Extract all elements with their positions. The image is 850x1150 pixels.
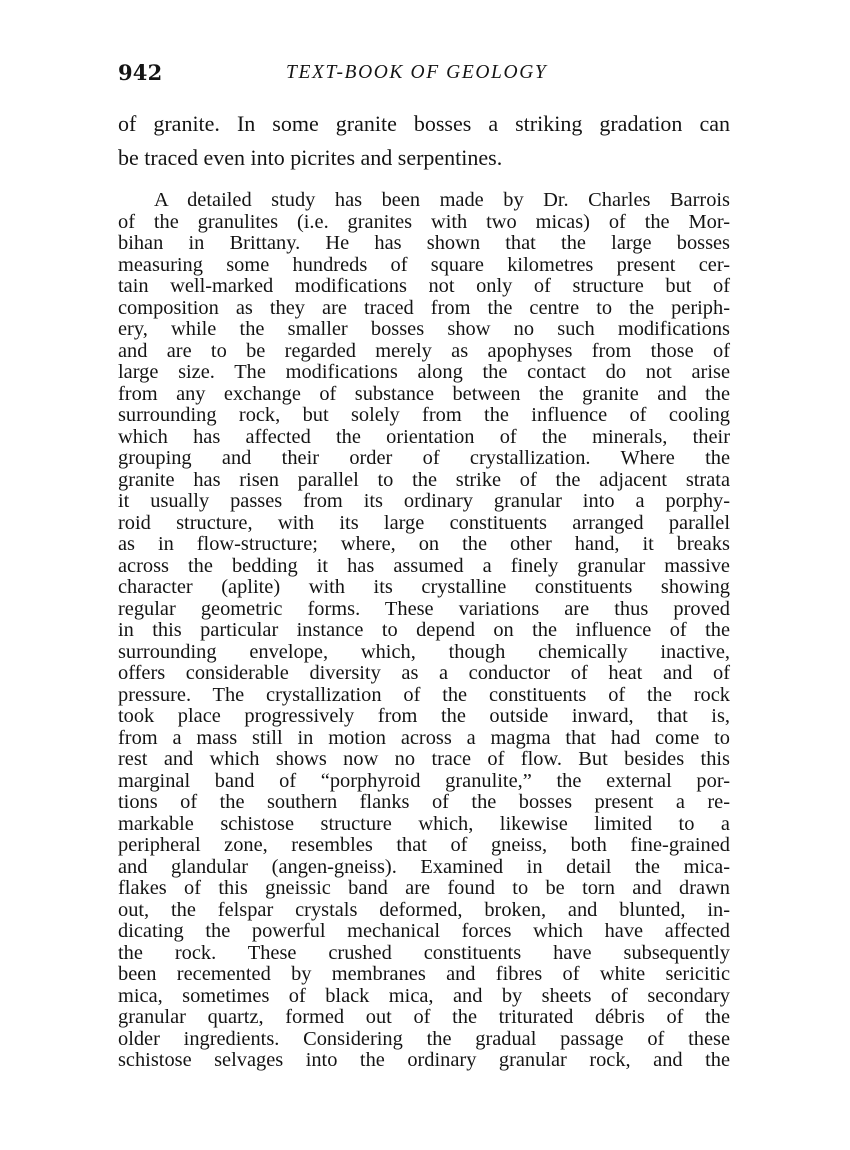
text-line: roid structure, with its large constituents arranged parallel	[118, 511, 730, 534]
text-line: and glandular (angen-gneiss). Examined in detail the mica-	[118, 855, 730, 878]
text-line: composition as they are traced from the centre to the periph-	[118, 296, 730, 319]
text-line: the rock. These crushed constituents have subsequently	[118, 941, 730, 964]
text-line: and are to be regarded merely as apophyses from those of	[118, 339, 730, 362]
text-line: from any exchange of substance between the granite and the	[118, 382, 730, 405]
text-line: character (aplite) with its crystalline constituents showing	[118, 576, 730, 598]
text-line: been recemented by membranes and fibres of white sericitic	[118, 963, 730, 985]
text-line: be traced even into picrites and serpentines.	[118, 145, 503, 170]
text-line: schistose selvages into the ordinary granular rock, and the	[118, 1049, 730, 1071]
text-line: tain well-marked modifications not only of structure but of	[118, 275, 730, 297]
text-line: granular quartz, formed out of the triturated débris of the	[118, 1006, 730, 1028]
text-line: which has affected the orientation of the minerals, their	[118, 425, 730, 448]
text-line: it usually passes from its ordinary granular into a porphy-	[118, 490, 730, 512]
text-line: A detailed study has been made by Dr. Charles Barrois	[154, 189, 730, 211]
text-line: as in flow-structure; where, on the other hand, it breaks	[118, 533, 730, 555]
page-number: 942	[118, 60, 163, 85]
text-line: peripheral zone, resembles that of gneiss, both fine-grained	[118, 834, 730, 856]
text-line: grouping and their order of crystallization. Where the	[118, 447, 730, 469]
text-line: large size. The modifications along the contact do not arise	[118, 361, 730, 383]
text-line: offers considerable diversity as a conductor of heat and of	[118, 662, 730, 684]
text-line: took place progressively from the outside inward, that is,	[118, 705, 730, 727]
text-line: surrounding rock, but solely from the influence of cooling	[118, 404, 730, 426]
text-line: marginal band of “porphyroid granulite,” the external por-	[118, 769, 730, 792]
text-line: of the granulites (i.e. granites with two micas) of the Mor-	[118, 210, 730, 233]
text-line: out, the felspar crystals deformed, broken, and blunted, in-	[118, 898, 730, 921]
text-line: regular geometric forms. These variations are thus proved	[118, 597, 730, 620]
paragraph-continuation	[118, 107, 730, 175]
text-line: granite has risen parallel to the strike of the adjacent strata	[118, 468, 730, 491]
text-line: in this particular instance to depend on the influence of the	[118, 619, 730, 641]
text-line: of granite. In some granite bosses a striking gradation can	[118, 111, 730, 136]
text-line: older ingredients. Considering the gradual passage of these	[118, 1027, 730, 1050]
text-line: dicating the powerful mechanical forces which have affected	[118, 920, 730, 942]
text-line: ery, while the smaller bosses show no such modifications	[118, 318, 730, 340]
text-line: surrounding envelope, which, though chemically inactive,	[118, 640, 730, 663]
running-title: TEXT-BOOK OF GEOLOGY	[286, 62, 548, 83]
text-line: from a mass still in motion across a magma that had come to	[118, 726, 730, 749]
text-line: measuring some hundreds of square kilometres present cer-	[118, 253, 730, 276]
text-line: across the bedding it has assumed a finely granular massive	[118, 554, 730, 577]
text-line: tions of the southern flanks of the bosses present a re-	[118, 791, 730, 813]
running-head	[118, 60, 730, 88]
text-line: pressure. The crystallization of the constituents of the rock	[118, 683, 730, 706]
paragraph-barrois-study	[118, 190, 730, 1072]
text-line: markable schistose structure which, likewise limited to a	[118, 812, 730, 835]
text-line: rest and which shows now no trace of flow. But besides this	[118, 748, 730, 770]
text-line: mica, sometimes of black mica, and by sheets of secondary	[118, 984, 730, 1007]
text-line: bihan in Brittany. He has shown that the large bosses	[118, 232, 730, 254]
text-line: flakes of this gneissic band are found to be torn and drawn	[118, 877, 730, 899]
